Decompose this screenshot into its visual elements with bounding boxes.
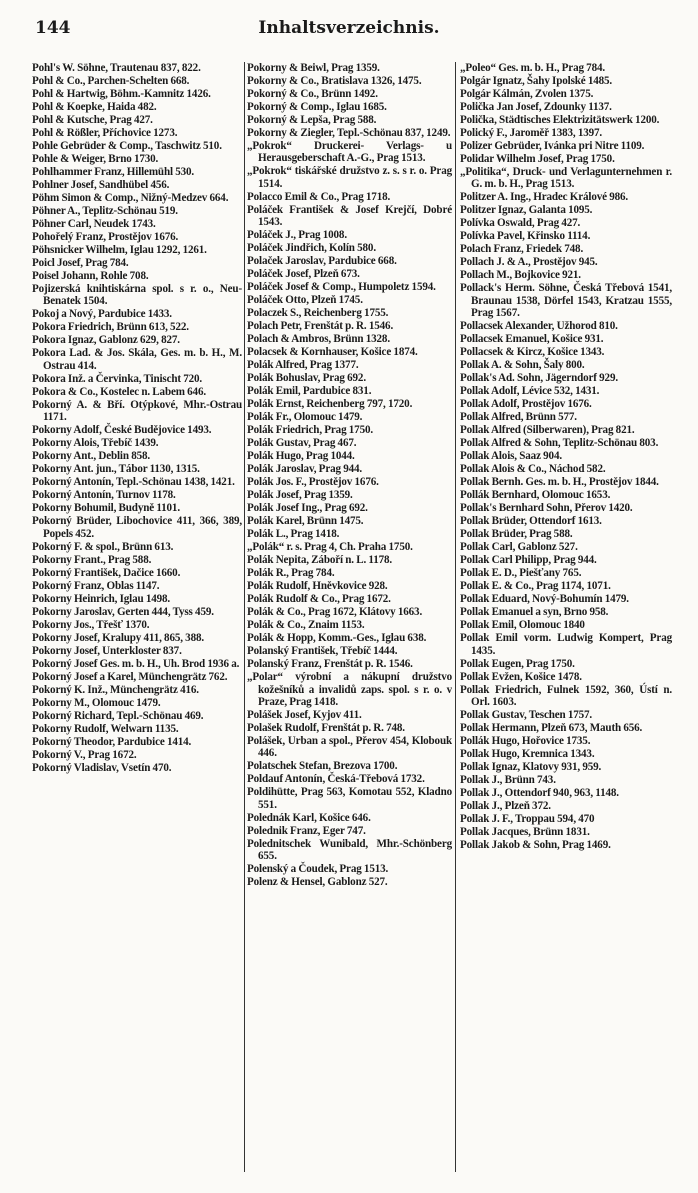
index-entry: Polaček Jaroslav, Pardubice 668. — [247, 255, 397, 268]
column-divider — [244, 62, 245, 1172]
index-entry: Polidar Wilhelm Josef, Prag 1750. — [460, 153, 615, 165]
index-entry: Polák Friedrich, Prag 1750. — [247, 424, 373, 437]
index-entry: Pollach M., Bojkovice 921. — [460, 269, 581, 282]
index-entry: Pollak Hugo, Kremnica 1343. — [460, 748, 595, 761]
index-entry: Pollak Ignaz, Klatovy 931, 959. — [460, 761, 602, 774]
index-entry: Polatschek Stefan, Brezova 1700. — [247, 760, 398, 773]
index-entry: „Pokrok“ Druckerei- Verlags- u Herausgeberschaft A.-G., Prag 1513. — [247, 140, 452, 165]
index-entry: Pollak Emanuel a syn, Brno 958. — [460, 606, 609, 619]
index-entry: Pöhm Simon & Comp., Nižný-Medzev 664. — [32, 192, 229, 204]
index-entry: Pollach J. & A., Prostějov 945. — [460, 256, 598, 269]
index-entry: Polák Jos. F., Prostějov 1676. — [247, 476, 379, 489]
index-entry: Polach Franz, Friedek 748. — [460, 243, 584, 256]
index-entry: Pokorny Ant., Deblin 858. — [32, 450, 151, 463]
index-entry: Pohlner Josef, Sandhübel 456. — [32, 179, 170, 191]
index-entry: Pollak Eduard, Nový-Bohumín 1479. — [460, 593, 629, 606]
index-entry: Pokorny & Ziegler, Tepl.-Schönau 837, 1249. — [247, 127, 451, 139]
index-entry: Poicl Josef, Prag 784. — [32, 257, 129, 269]
index-entry: Poláček Otto, Plzeň 1745. — [247, 294, 363, 307]
index-entry: Pokorný Antonín, Turnov 1178. — [32, 489, 176, 502]
index-entry: Polička Jan Josef, Zdounky 1137. — [460, 101, 612, 113]
index-entry: Pollak A. & Sohn, Šaly 800. — [460, 359, 585, 372]
index-entry: Pokorný Franz, Oblas 1147. — [32, 579, 160, 592]
index-entry: Pokorný A. & Bří. Otýpkové, Mhr.-Ostrau 1171. — [32, 398, 242, 424]
index-entry: Pokorný F. & spol., Brünn 613. — [32, 540, 174, 553]
index-entry: Polák Rudolf, Hněvkovice 928. — [247, 580, 388, 593]
index-entry: Pollacsek & Kircz, Košice 1343. — [460, 346, 605, 359]
index-entry: Polívka Pavel, Křinsko 1114. — [460, 230, 591, 243]
index-entry: „Politika“, Druck- und Verlagunternehmen r. G. m. b. H., Prag 1513. — [460, 166, 672, 191]
index-entry: Pollak J., Ottendorf 940, 963, 1148. — [460, 787, 619, 800]
index-entry: Pollacsek Emanuel, Košice 931. — [460, 333, 604, 346]
index-entry: Polgár Ignatz, Šahy Ipolské 1485. — [460, 75, 613, 87]
index-entry: Polák Ernst, Reichenberg 797, 1720. — [247, 398, 413, 411]
index-entry: Politzer A. Ing., Hradec Králové 986. — [460, 191, 629, 204]
index-entry: Pollak Alfred & Sohn, Teplitz-Schönau 803. — [460, 437, 659, 450]
index-entry: Pohl's W. Söhne, Trautenau 837, 822. — [32, 62, 201, 74]
index-entry: Pokorny Ant. jun., Tábor 1130, 1315. — [32, 463, 200, 476]
index-entry: Polák Josef Ing., Prag 692. — [247, 502, 368, 515]
index-entry: Pohle & Weiger, Brno 1730. — [32, 153, 159, 165]
index-entry: Pollak J., Plzeň 372. — [460, 800, 551, 813]
index-entry: Politzer Ignaz, Galanta 1095. — [460, 204, 593, 217]
index-entry: Pollak J., Brünn 743. — [460, 774, 556, 787]
index-entry: Polák R., Prag 784. — [247, 567, 335, 580]
index-entry: Pohle Gebrüder & Comp., Taschwitz 510. — [32, 140, 222, 152]
index-entry: Polička, Städtisches Elektrizitätswerk 1200. — [460, 114, 660, 126]
index-entry: Polacsek & Kornhauser, Košice 1874. — [247, 346, 418, 359]
index-entry: Polák Nepita, Záboří n. L. 1178. — [247, 554, 393, 567]
index-entry: Pollak E. D., Piešťany 765. — [460, 567, 582, 580]
index-entry: Pokorný František, Dačice 1660. — [32, 566, 181, 579]
index-entry: Pohl & Rößler, Příchovice 1273. — [32, 127, 178, 139]
index-entry: Pokorný V., Prag 1672. — [32, 748, 137, 761]
index-entry: Pohl & Hartwig, Böhm.-Kamnitz 1426. — [32, 88, 211, 100]
index-entry: Polanský František, Třebíč 1444. — [247, 645, 398, 658]
index-entry: Polák Josef, Prag 1359. — [247, 489, 353, 502]
index-entry: Pokorny Jos., Třešť 1370. — [32, 618, 150, 631]
index-entry: Pollak Brüder, Prag 588. — [460, 528, 573, 541]
index-entry: Pollak Adolf, Prostějov 1676. — [460, 398, 592, 411]
index-entry: Pollak Alfred (Silberwaren), Prag 821. — [460, 424, 635, 437]
index-entry: Pollak Hermann, Plzeň 673, Mauth 656. — [460, 722, 643, 735]
index-entry: „Poleo“ Ges. m. b. H., Prag 784. — [460, 62, 605, 74]
index-column-1 — [32, 62, 242, 1172]
index-entry: Polák Gustav, Prag 467. — [247, 437, 357, 450]
index-entry: Pollak Alois, Saaz 904. — [460, 450, 562, 463]
index-entry: Pokorny Heinrich, Iglau 1498. — [32, 592, 171, 605]
index-entry: Polašek Rudolf, Frenštát p. R. 748. — [247, 722, 405, 735]
index-entry: Polák Emil, Pardubice 831. — [247, 385, 372, 398]
index-entry: Pollak E. & Co., Prag 1174, 1071. — [460, 580, 611, 593]
index-entry: Pokorny Alois, Třebíč 1439. — [32, 437, 159, 450]
index-entry: Polaczek S., Reichenberg 1755. — [247, 307, 389, 320]
index-entry: Pollak Emil, Olomouc 1840 — [460, 619, 585, 632]
index-entry: Polák Karel, Brünn 1475. — [247, 515, 364, 528]
index-entry: Pokorný & Comp., Iglau 1685. — [247, 101, 387, 113]
index-entry: Pokorny Adolf, České Budějovice 1493. — [32, 424, 212, 437]
index-entry: Pollak Adolf, Lévice 532, 1431. — [460, 385, 600, 398]
index-entry: Pollak Brüder, Ottendorf 1613. — [460, 515, 602, 528]
index-entry: Pokorny Rudolf, Welwarn 1135. — [32, 722, 179, 735]
index-entry: Pokorný K. Inž., Münchengrätz 416. — [32, 683, 199, 696]
index-entry: „Polar“ výrobní a nákupní družstvo kožešníků a invalidů zaps. spol. s r. o. v Praze, Prag 1418. — [247, 671, 452, 709]
index-entry: Pöhsnicker Wilhelm, Iglau 1292, 1261. — [32, 244, 207, 256]
page-title: Inhaltsverzeichnis. — [258, 18, 440, 38]
index-entry: Polizer Gebrüder, Ivánka pri Nitre 1109. — [460, 140, 645, 152]
index-entry: Poláček František & Josef Krejčí, Dobré 1543. — [247, 203, 452, 229]
index-entry: Pokorny & Beiwl, Prag 1359. — [247, 62, 380, 74]
page-number: 144 — [35, 18, 71, 38]
index-entry: Pollak Friedrich, Fulnek 1592, 360, Ústí n. Orl. 1603. — [460, 683, 672, 709]
index-entry: Pollak Carl Philipp, Prag 944. — [460, 554, 597, 567]
index-entry: Pollák Hugo, Hořovice 1735. — [460, 735, 591, 748]
index-entry: Polák Hugo, Prag 1044. — [247, 450, 355, 463]
index-entry: Pollak Evžen, Košice 1478. — [460, 670, 582, 683]
index-entry: Poisel Johann, Rohle 708. — [32, 270, 149, 282]
index-entry: Pöhner Carl, Neudek 1743. — [32, 218, 156, 230]
index-entry: Pollack's Herm. Söhne, Česká Třebová 1541, Braunau 1538, Dörfel 1543, Kratzau 1555, Prag 1567. — [460, 282, 672, 320]
index-column-3 — [460, 62, 672, 1172]
index-entry: Polednitschek Wunibald, Mhr.-Schönberg 655. — [247, 837, 452, 863]
index-entry: Pokorny Josef, Kralupy 411, 865, 388. — [32, 631, 204, 644]
index-entry: Poláček Jindřich, Kolín 580. — [247, 242, 376, 255]
index-entry: Pokora Ignaz, Gablonz 629, 827. — [32, 334, 180, 347]
index-entry: Pohl & Co., Parchen-Schelten 668. — [32, 75, 190, 87]
index-entry: Pollak Eugen, Prag 1750. — [460, 657, 575, 670]
index-entry: Polívka Oswald, Prag 427. — [460, 217, 581, 230]
index-entry: Polák Fr., Olomouc 1479. — [247, 411, 363, 424]
index-entry: Polák Rudolf & Co., Prag 1672. — [247, 593, 391, 606]
index-entry: Poldihütte, Prag 563, Komotau 552, Kladno 551. — [247, 786, 452, 811]
index-entry: Polák Jaroslav, Prag 944. — [247, 463, 363, 476]
column-divider — [455, 62, 456, 1172]
index-entry: „Polák“ r. s. Prag 4, Ch. Praha 1750. — [247, 541, 413, 554]
index-entry: Pokorný Antonín, Tepl.-Schönau 1438, 1421. — [32, 476, 235, 489]
index-entry: Pokora Friedrich, Brünn 613, 522. — [32, 321, 189, 334]
index-entry: Polanský Franz, Frenštát p. R. 1546. — [247, 658, 413, 671]
index-column-2 — [247, 62, 452, 1172]
index-entry: Pohl & Kutsche, Prag 427. — [32, 114, 153, 126]
index-entry: Pokorny Josef, Unterkloster 837. — [32, 644, 182, 657]
index-entry: Polášek Josef, Kyjov 411. — [247, 709, 362, 722]
index-entry: Pollak Bernh. Ges. m. b. H., Prostějov 1844. — [460, 476, 659, 489]
index-entry: Polák Alfred, Prag 1377. — [247, 359, 359, 372]
index-entry: Pollák Bernhard, Olomouc 1653. — [460, 489, 611, 502]
index-entry: Pokorny Jaroslav, Gerten 444, Tyss 459. — [32, 605, 214, 618]
index-entry: „Pokrok“ tiskářské družstvo z. s. s r. o. Prag 1514. — [247, 165, 452, 190]
index-entry: Pokorny & Co., Bratislava 1326, 1475. — [247, 75, 422, 87]
index-entry: Pohořelý Franz, Prostějov 1676. — [32, 231, 179, 243]
index-entry: Pokorný Vladislav, Vsetín 470. — [32, 761, 172, 774]
index-entry: Pokorny Bohumil, Budyně 1101. — [32, 502, 180, 515]
index-entry: Polenz & Hensel, Gablonz 527. — [247, 876, 388, 889]
index-entry: Pokorný Theodor, Pardubice 1414. — [32, 735, 192, 748]
index-entry: Pokorný Josef Ges. m. b. H., Uh. Brod 1936 a. — [32, 657, 240, 670]
index-entry: Pokorny M., Olomouc 1479. — [32, 696, 161, 709]
index-entry: Polednik Franz, Eger 747. — [247, 824, 366, 837]
index-entry: Pollak Gustav, Teschen 1757. — [460, 709, 593, 722]
index-entry: Pollak Alois & Co., Náchod 582. — [460, 463, 606, 476]
index-entry: Polednák Karl, Košice 646. — [247, 811, 371, 824]
index-entry: Polacco Emil & Co., Prag 1718. — [247, 190, 391, 203]
index-entry: Polenský a Čoudek, Prag 1513. — [247, 863, 389, 876]
index-entry: Polický F., Jaroměř 1383, 1397. — [460, 127, 603, 139]
index-entry: Pollak Jakob & Sohn, Prag 1469. — [460, 839, 611, 852]
index-entry: Polák Bohuslav, Prag 692. — [247, 372, 366, 385]
index-entry: Polák & Hopp, Komm.-Ges., Iglau 638. — [247, 632, 427, 645]
index-entry: Pollak Jacques, Brünn 1831. — [460, 826, 590, 839]
index-entry: Pollak J. F., Troppau 594, 470 — [460, 813, 595, 826]
index-entry: Pokorný & Lepša, Prag 588. — [247, 114, 377, 126]
index-entry: Pokorny Frant., Prag 588. — [32, 553, 152, 566]
index-entry: Pöhner A., Teplitz-Schönau 519. — [32, 205, 178, 217]
index-entry: Polach Petr, Frenštát p. R. 1546. — [247, 320, 394, 333]
index-entry: Pokorný Brüder, Libochovice 411, 366, 389, Popels 452. — [32, 515, 242, 540]
index-entry: Pokora Inž. a Červinka, Tinischt 720. — [32, 372, 203, 385]
index-entry: Pokorný Richard, Tepl.-Schönau 469. — [32, 709, 204, 722]
index-entry: Pollak Alfred, Brünn 577. — [460, 411, 577, 424]
index-entry: Pokorný Josef a Karel, Münchengrätz 762. — [32, 670, 228, 683]
index-entry: Pohl & Koepke, Haida 482. — [32, 101, 157, 113]
index-entry: Polák & Co., Prag 1672, Klátovy 1663. — [247, 606, 423, 619]
index-entry: Pollacsek Alexander, Užhorod 810. — [460, 320, 618, 333]
index-entry: Pollak Carl, Gablonz 527. — [460, 541, 578, 554]
index-entry: Poláček J., Prag 1008. — [247, 229, 347, 242]
index-entry: Pokora Lad. & Jos. Skála, Ges. m. b. H., M. Ostrau 414. — [32, 347, 242, 372]
index-entry: Pollak's Ad. Sohn, Jägerndorf 929. — [460, 372, 618, 385]
index-entry: Pohlhammer Franz, Hillemühl 530. — [32, 166, 195, 178]
index-entry: Pokoj a Nový, Pardubice 1433. — [32, 308, 172, 321]
index-entry: Polák & Co., Znaim 1153. — [247, 619, 365, 632]
page-header — [0, 18, 698, 46]
index-entry: Polášek, Urban a spol., Přerov 454, Klobouk 446. — [247, 735, 452, 760]
index-entry: Pokorný & Co., Brünn 1492. — [247, 88, 378, 100]
index-entry: Polach & Ambros, Brünn 1328. — [247, 333, 390, 346]
index-entry: Poláček Josef, Plzeň 673. — [247, 268, 360, 281]
index-entry: Poldauf Antonín, Česká-Třebová 1732. — [247, 773, 425, 786]
index-entry: Pojizerská knihtiskárna spol. s r. o., Neu-Benatek 1504. — [32, 283, 242, 308]
index-entry: Polgár Kálmán, Zvolen 1375. — [460, 88, 594, 100]
index-entry: Pokora & Co., Kostelec n. Labem 646. — [32, 385, 206, 398]
index-entry: Polák L., Prag 1418. — [247, 528, 340, 541]
index-entry: Pollak Emil vorm. Ludwig Kompert, Prag 1435. — [460, 632, 672, 657]
index-entry: Pollak's Bernhard Sohn, Přerov 1420. — [460, 502, 633, 515]
index-entry: Poláček Josef & Comp., Humpoletz 1594. — [247, 281, 436, 294]
